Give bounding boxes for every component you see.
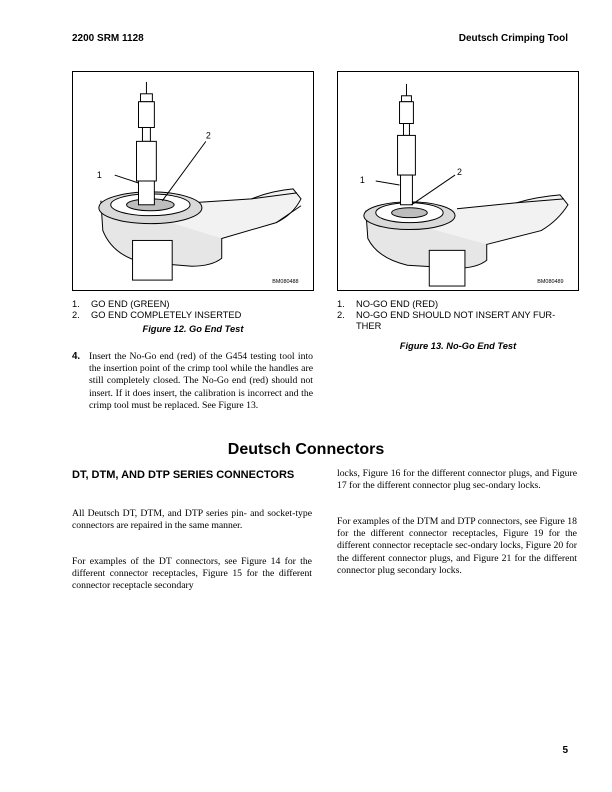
no-go-end-test-drawing [338, 72, 578, 290]
figure-12-caption: Figure 12. Go End Test [142, 324, 244, 334]
paragraph-dtm-dtp-examples: For examples of the DTM and DTP connectors, see Figure 18 for the different connector receptacles, Figure 19 for the different connector receptacle sec-ondary locks, Figure 20 for the different connector plugs, and Figure 21 for the different connector plug secondary locks. [337, 516, 577, 576]
legend-item [337, 299, 579, 310]
legend-item-text: NO-GO END (RED) [356, 299, 439, 309]
go-end-test-drawing [73, 72, 313, 290]
legend-item-number: 2. [337, 310, 345, 320]
legend-item [72, 310, 314, 321]
page-number: 5 [562, 745, 568, 756]
legend-item-number: 2. [72, 310, 80, 320]
step-text: Insert the No-Go end (red) of the G454 testing tool into the insertion point of the crimp tool while the handles are still completely closed. The No-Go end (red) should not insert. If it does insert, the calibration is incorrect and the crimp tool must be replaced. See Figure 13. [89, 351, 313, 411]
paragraph-dt-examples: For examples of the DT connectors, see Figure 14 for the different connector receptacles, Figure 15 for the different connector receptacle secondary [72, 556, 312, 592]
section-heading: Deutsch Connectors [227, 441, 385, 458]
figure-12-illustration [72, 71, 314, 291]
figure-13-callout-1: 1 [359, 174, 365, 185]
subsection-heading: DT, DTM, AND DTP SERIES CONNECTORS [72, 469, 295, 481]
figure-12-legend [72, 299, 314, 321]
legend-item [72, 299, 314, 310]
header-manual-number: 2200 SRM 1128 [72, 33, 144, 44]
legend-item [337, 310, 579, 332]
legend-item-text: NO-GO END SHOULD NOT INSERT ANY FUR-THER [356, 310, 556, 331]
legend-item-text: GO END (GREEN) [91, 299, 170, 309]
legend-item-number: 1. [337, 299, 345, 309]
legend-item-text: GO END COMPLETELY INSERTED [91, 310, 242, 320]
figure-12-callout-1: 1 [96, 170, 102, 181]
figure-12-callout-2: 2 [205, 130, 211, 141]
figure-13-caption: Figure 13. No-Go End Test [399, 341, 517, 351]
paragraph-dt-examples-continued: locks, Figure 16 for the different connector plugs, and Figure 17 for the different connector plug sec-ondary locks. [337, 468, 577, 492]
procedure-step-4 [72, 351, 313, 412]
figure-13-illustration [337, 71, 579, 291]
figure-13-code: BM080489 [537, 279, 564, 286]
figure-12-code: BM080488 [272, 279, 299, 286]
step-number: 4. [72, 351, 81, 362]
paragraph-intro: All Deutsch DT, DTM, and DTP series pin- and socket-type connectors are repaired in the same manner. [72, 508, 312, 532]
figure-13-callout-2: 2 [457, 167, 462, 178]
figure-13-legend [337, 299, 579, 332]
legend-item-number: 1. [72, 299, 80, 309]
header-section-title: Deutsch Crimping Tool [458, 33, 568, 44]
